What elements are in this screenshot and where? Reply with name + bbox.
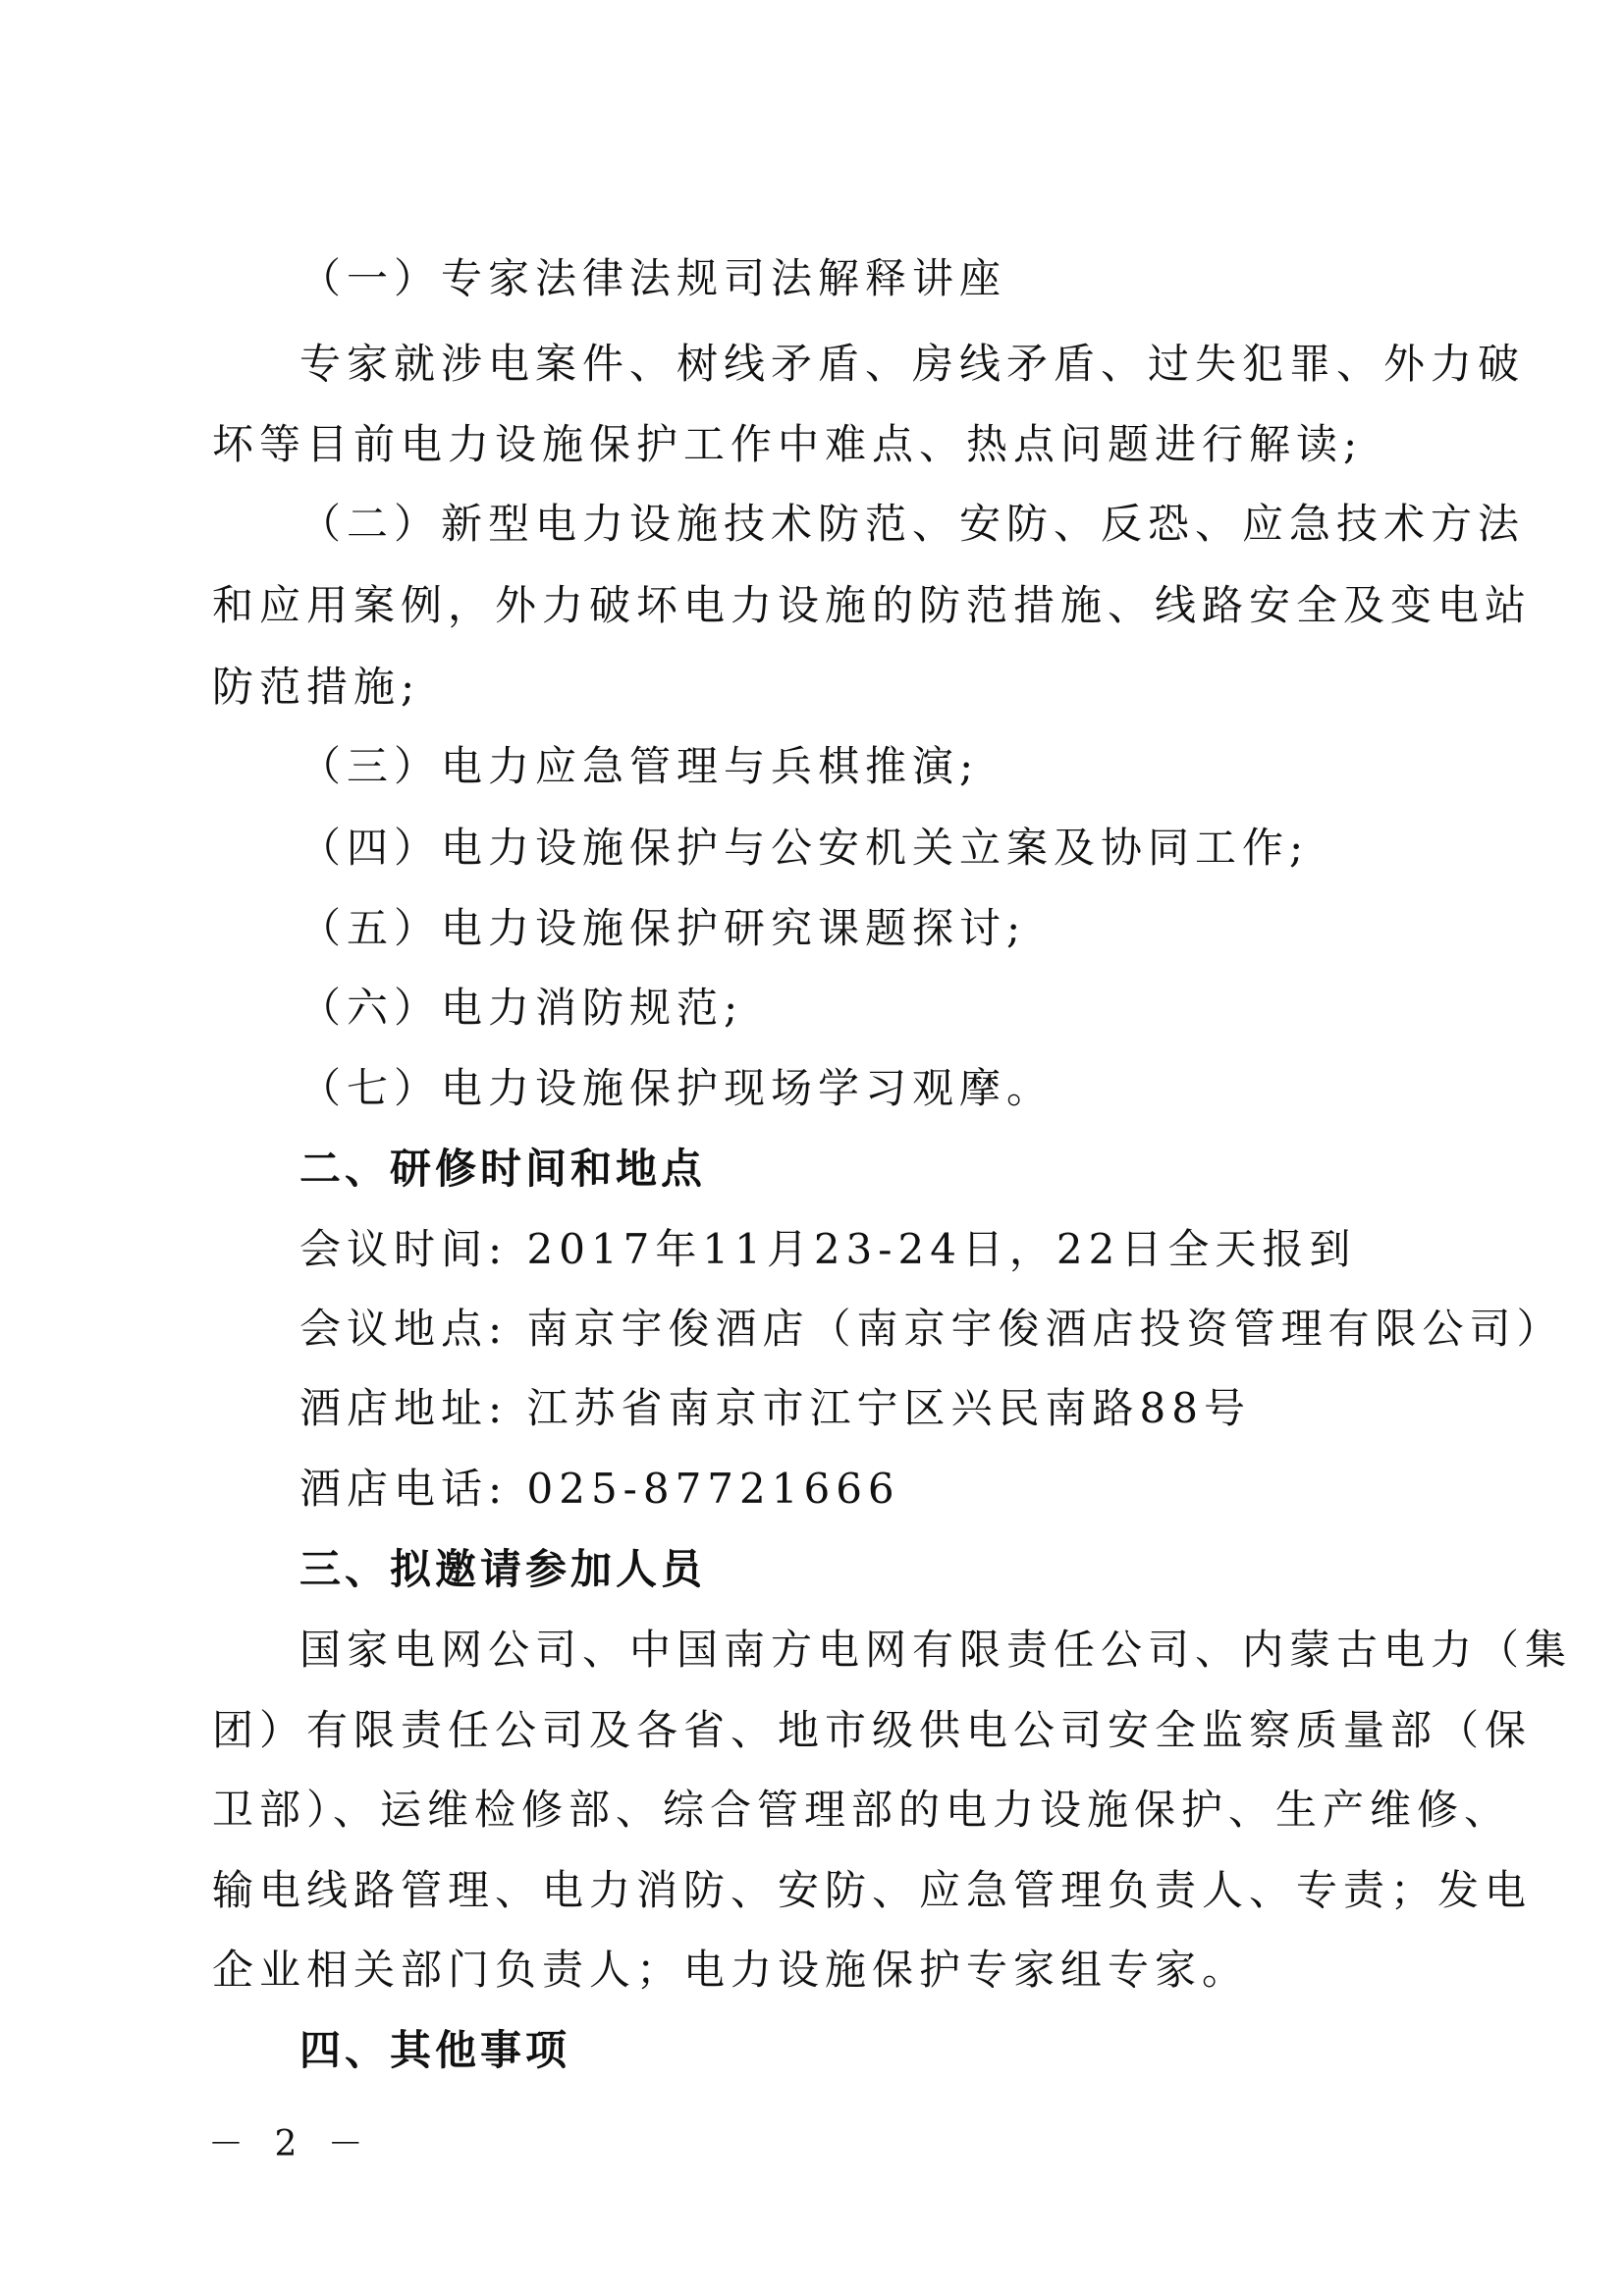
item7: （七）电力设施保护现场学习观摩。 [299, 1064, 1055, 1112]
item2-line1: （二）新型电力设施技术防范、安防、反恐、应急技术方法 [299, 500, 1526, 548]
item2-line2: 和应用案例，外力破坏电力设施的防范措施、线路安全及变电站 [212, 581, 1533, 629]
item1-body-line2: 坏等目前电力设施保护工作中难点、热点问题进行解读; [212, 420, 1364, 468]
section3-line2: 团）有限责任公司及各省、地市级供电公司安全监察质量部（保 [212, 1706, 1533, 1754]
item1-title: （一）专家法律法规司法解释讲座 [299, 254, 1007, 302]
hotel-address: 酒店地址: 江苏省南京市江宁区兴民南路88号 [299, 1384, 1251, 1432]
meeting-time: 会议时间: 2017年11月23-24日，22日全天报到 [299, 1225, 1357, 1273]
item6: （六）电力消防规范; [299, 984, 744, 1032]
item2-line3: 防范措施; [212, 663, 421, 711]
item1-body-line1: 专家就涉电案件、树线矛盾、房线矛盾、过失犯罪、外力破 [299, 340, 1526, 388]
section3-heading: 三、拟邀请参加人员 [299, 1545, 707, 1593]
item4: （四）电力设施保护与公安机关立案及协同工作; [299, 824, 1310, 872]
section3-line4: 输电线路管理、电力消防、安防、应急管理负责人、专责；发电 [212, 1866, 1533, 1914]
section3-line3: 卫部）、运维检修部、综合管理部的电力设施保护、生产维修、 [212, 1786, 1512, 1834]
section3-line1: 国家电网公司、中国南方电网有限责任公司、内蒙古电力（集 [299, 1626, 1573, 1674]
hotel-phone: 酒店电话: 025-87721666 [299, 1465, 900, 1513]
item5: （五）电力设施保护研究课题探讨; [299, 904, 1027, 952]
item3: （三）电力应急管理与兵棋推演; [299, 742, 980, 790]
section3-line5: 企业相关部门负责人；电力设施保护专家组专家。 [212, 1946, 1250, 1994]
section2-heading: 二、研修时间和地点 [299, 1145, 707, 1193]
meeting-place: 会议地点: 南京宇俊酒店（南京宇俊酒店投资管理有限公司） [299, 1305, 1564, 1353]
page-number: － 2 － [208, 2124, 373, 2164]
section4-heading: 四、其他事项 [299, 2026, 571, 2074]
